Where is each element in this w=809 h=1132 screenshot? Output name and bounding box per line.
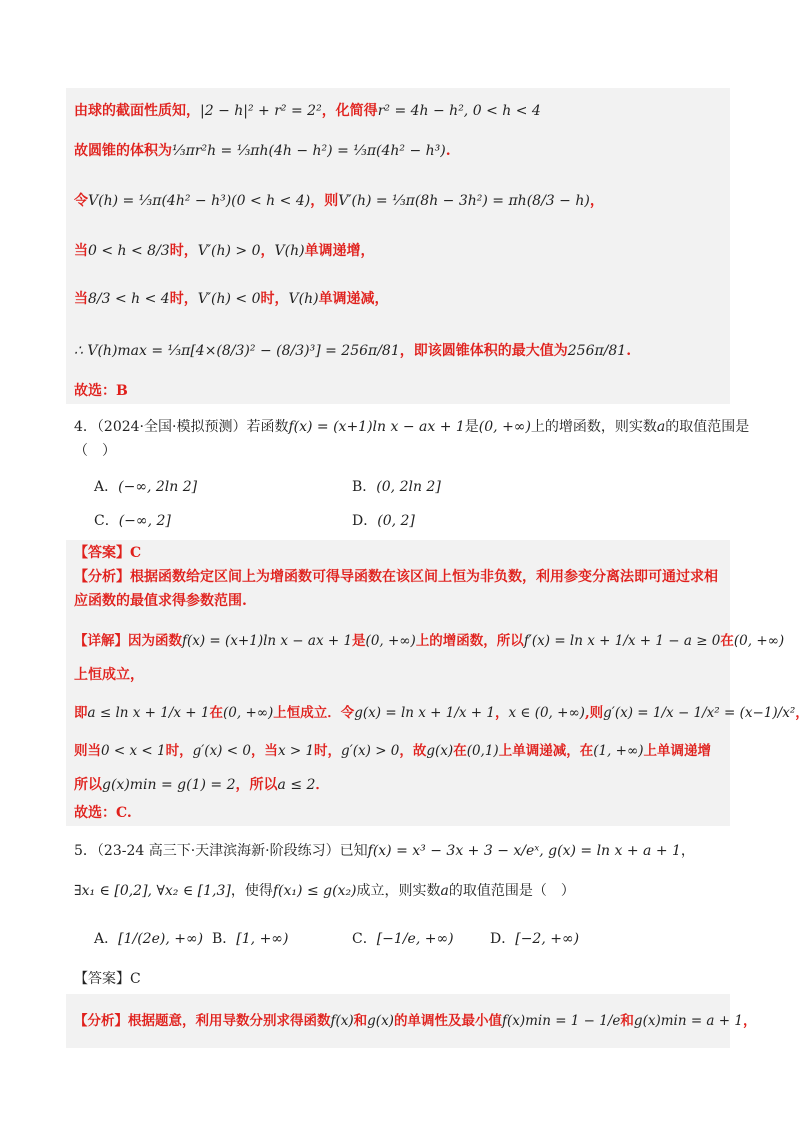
question-5-option-b[interactable]: B．[1, +∞) (212, 931, 289, 947)
q4-analysis-line-1: 【分析】根据函数给定区间上为增函数可得导函数在该区间上恒为非负数，利用参变分离法即可通过求相 (74, 569, 718, 585)
question-5-option-a[interactable]: A．[1/(2e), +∞) (94, 931, 204, 947)
question-5-stem: 5．（23-24 高三下·天津滨海新·阶段练习）已知f(x) = x³ − 3x + 3 − x/eˣ, g(x) = ln x + a + 1， (74, 843, 695, 859)
question-4-stem: 4．（2024·全国·模拟预测）若函数f(x) = (x+1)ln x − ax + 1是(0, +∞)上的增函数，则实数a的取值范围是 (74, 419, 750, 435)
q4-detail-line-2: 上恒成立， (74, 667, 144, 683)
question-4-option-d[interactable]: D．(0, 2] (352, 513, 415, 529)
q4-detail-line-1: 【详解】因为函数f(x) = (x+1)ln x − ax + 1是(0, +∞)上的增函数，所以f′(x) = ln x + 1/x + 1 − a ≥ 0在(0, +∞) (74, 633, 785, 649)
question-4-option-a[interactable]: A．(−∞, 2ln 2] (94, 479, 198, 495)
q4-detail-line-3: 即a ≤ ln x + 1/x + 1在(0, +∞)上恒成立．令g(x) = ln x + 1/x + 1，x ∈ (0, +∞),则g′(x) = 1/x − 1/x² = (x−1)/x²， (74, 705, 809, 721)
question-5-option-c[interactable]: C．[−1/e, +∞) (352, 931, 454, 947)
solution-line-1: 由球的截面性质知，|2 − h|² + r² = 2²，化简得r² = 4h − h², 0 < h < 4 (74, 103, 541, 119)
question-5-option-d[interactable]: D．[−2, +∞) (490, 931, 580, 947)
question-4-paren: （ ） (74, 443, 116, 459)
q5-analysis-line: 【分析】根据题意，利用导数分别求得函数f(x)和g(x)的单调性及最小值f(x)min = 1 − 1/e和g(x)min = a + 1， (74, 1013, 757, 1029)
question-4-option-b[interactable]: B．(0, 2ln 2] (352, 479, 441, 495)
solution-line-6: ∴ V(h)max = ⅓π[4×(8/3)² − (8/3)³] = 256π/81，即该圆锥体积的最大值为256π/81. (74, 343, 632, 359)
solution-line-5: 当8/3 < h < 4时，V′(h) < 0时，V(h)单调递减， (74, 291, 389, 307)
q5-answer: 【答案】C (74, 971, 141, 987)
question-5-condition: ∃x₁ ∈ [0,2], ∀x₂ ∈ [1,3]，使得f(x₁) ≤ g(x₂)成立，则实数a的取值范围是（ ） (74, 883, 575, 899)
question-4-option-c[interactable]: C．(−∞, 2] (94, 513, 171, 529)
q4-detail-line-4: 则当0 < x < 1时，g′(x) < 0，当x > 1时，g′(x) > 0，故g(x)在(0,1)上单调递减，在(1, +∞)上单调递增 (74, 743, 711, 759)
q4-final-answer: 故选：C. (74, 805, 132, 821)
solution-line-2: 故圆锥的体积为⅓πr²h = ⅓πh(4h − h²) = ⅓π(4h² − h³). (74, 143, 451, 159)
solution-line-3: 令V(h) = ⅓π(4h² − h³)(0 < h < 4)，则V′(h) = ⅓π(8h − 3h²) = πh(8/3 − h)， (74, 193, 604, 209)
solution-line-4: 当0 < h < 8/3时，V′(h) > 0，V(h)单调递增， (74, 243, 375, 259)
q4-analysis-line-2: 应函数的最值求得参数范围. (74, 593, 247, 609)
q4-detail-line-5: 所以g(x)min = g(1) = 2，所以a ≤ 2． (74, 777, 330, 793)
solution-answer: 故选：B (74, 383, 128, 399)
q4-answer: 【答案】C (74, 545, 142, 561)
